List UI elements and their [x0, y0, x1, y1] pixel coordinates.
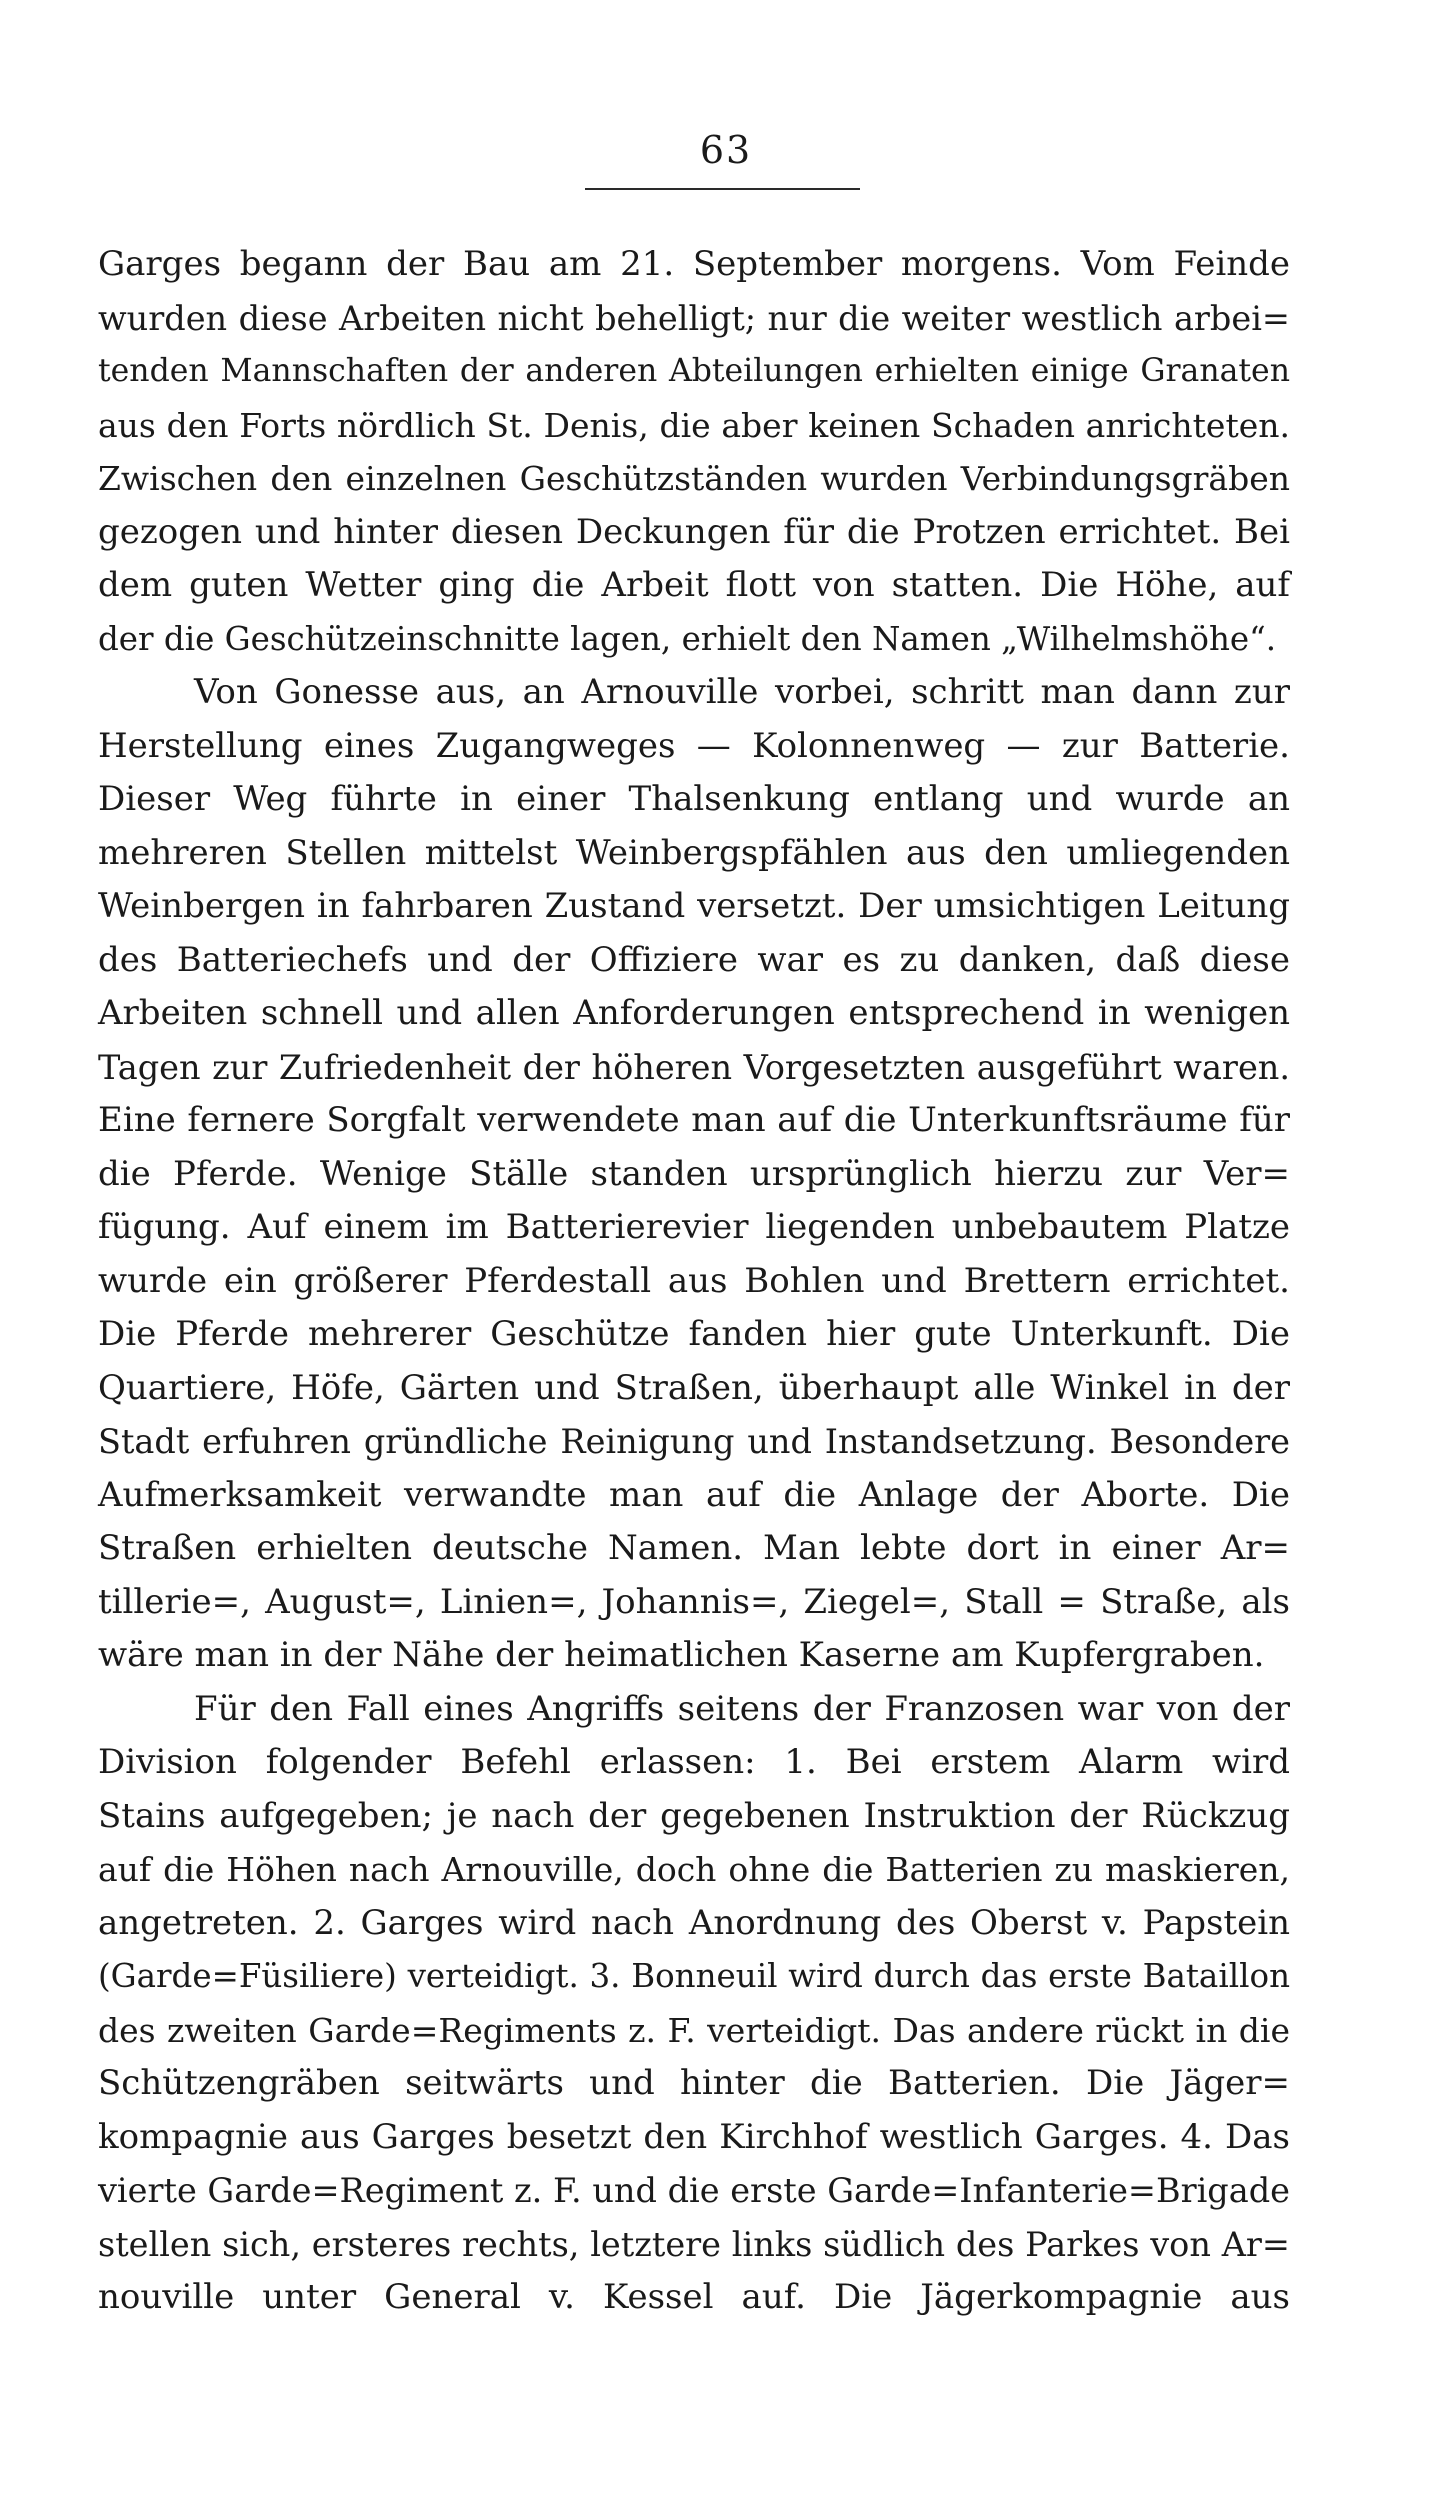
text-line: Die Pferde mehrerer Geschütze fanden hier gute Unterkunft. Die: [98, 1314, 1290, 1354]
text-line: angetreten. 2. Garges wird nach Anordnung des Oberst v. Papstein: [98, 1902, 1290, 1943]
text-line: Dieser Weg führte in einer Thalsenkung entlang und wurde an: [98, 779, 1290, 819]
text-line: nouville unter General v. Kessel auf. Die Jägerkompagnie aus: [98, 2277, 1290, 2317]
text-line: Stadt erfuhren gründliche Reinigung und Instandsetzung. Besondere: [98, 1422, 1290, 1461]
text-line: wäre man in der Nähe der heimatlichen Kaserne am Kupfergraben.: [98, 1635, 1265, 1675]
text-line: (Garde=Füsiliere) verteidigt. 3. Bonneuil wird durch das erste Bataillon: [98, 1957, 1290, 1995]
text-line: Herstellung eines Zugangweges — Kolonnenweg — zur Batterie.: [98, 725, 1290, 766]
text-line: Zwischen den einzelnen Geschützständen wurden Verbindungsgräben: [98, 459, 1290, 498]
text-line: der die Geschützeinschnitte lagen, erhielt den Namen „Wilhelmshöhe“.: [98, 619, 1277, 658]
text-line: Eine fernere Sorgfalt verwendete man auf die Unterkunftsräume für: [98, 1100, 1290, 1140]
text-line: gezogen und hinter diesen Deckungen für die Protzen errichtet. Bei: [98, 511, 1290, 552]
text-line: Weinbergen in fahrbaren Zustand versetzt. Der umsichtigen Leitung: [98, 886, 1290, 926]
text-line: Arbeiten schnell und allen Anforderungen entsprechend in wenigen: [98, 993, 1290, 1033]
text-line: die Pferde. Wenige Ställe standen ursprünglich hierzu zur Ver=: [98, 1153, 1290, 1194]
text-line: tillerie=, August=, Linien=, Johannis=, Ziegel=, Stall = Straße, als: [98, 1581, 1290, 1622]
text-line: Garges begann der Bau am 21. September morgens. Vom Feinde: [98, 244, 1290, 284]
text-line: Stains aufgegeben; je nach der gegebenen Instruktion der Rückzug: [98, 1795, 1290, 1836]
page-number: 63: [699, 128, 753, 172]
text-line: Aufmerksamkeit verwandte man auf die Anlage der Aborte. Die: [98, 1474, 1290, 1515]
text-line: Straßen erhielten deutsche Namen. Man lebte dort in einer Ar=: [98, 1528, 1290, 1568]
body-text: [98, 238, 1290, 2325]
text-line: aus den Forts nördlich St. Denis, die aber keinen Schaden anrichteten.: [98, 405, 1290, 445]
text-line: vierte Garde=Regiment z. F. und die erste Garde=Infanterie=Brigade: [98, 2171, 1290, 2210]
text-line: dem guten Wetter ging die Arbeit flott von statten. Die Höhe, auf: [98, 565, 1290, 605]
text-line: Quartiere, Höfe, Gärten und Straßen, überhaupt alle Winkel in der: [98, 1367, 1290, 1408]
text-line: tenden Mannschaften der anderen Abteilungen erhielten einige Granaten: [98, 353, 1290, 389]
text-line: fügung. Auf einem im Batterierevier liegenden unbebautem Platze: [98, 1207, 1290, 1247]
text-line: Schützengräben seitwärts und hinter die Batterien. Die Jäger=: [98, 2063, 1290, 2103]
text-line: des zweiten Garde=Regiments z. F. verteidigt. Das andere rückt in die: [98, 2010, 1290, 2050]
text-line: Von Gonesse aus, an Arnouville vorbei, schritt man dann zur: [194, 672, 1290, 712]
text-line: auf die Höhen nach Arnouville, doch ohne die Batterien zu maskieren,: [98, 1850, 1290, 1889]
text-line: des Batteriechefs und der Offiziere war es zu danken, daß diese: [98, 939, 1290, 980]
text-line: wurde ein größerer Pferdestall aus Bohlen und Brettern errichtet.: [98, 1260, 1290, 1301]
header-rule: [585, 188, 860, 190]
text-line: mehreren Stellen mittelst Weinbergspfählen aus den umliegenden: [98, 832, 1290, 873]
text-line: kompagnie aus Garges besetzt den Kirchhof westlich Garges. 4. Das: [98, 2116, 1290, 2157]
text-line: stellen sich, ersteres rechts, letztere links südlich des Parkes von Ar=: [98, 2224, 1290, 2264]
text-line: wurden diese Arbeiten nicht behelligt; nur die weiter westlich arbei=: [98, 298, 1290, 338]
text-line: Division folgender Befehl erlassen: 1. Bei erstem Alarm wird: [98, 1742, 1290, 1782]
text-line: Für den Fall eines Angriffs seitens der Franzosen war von der: [194, 1688, 1290, 1729]
text-line: Tagen zur Zufriedenheit der höheren Vorgesetzten ausgeführt waren.: [98, 1047, 1290, 1087]
